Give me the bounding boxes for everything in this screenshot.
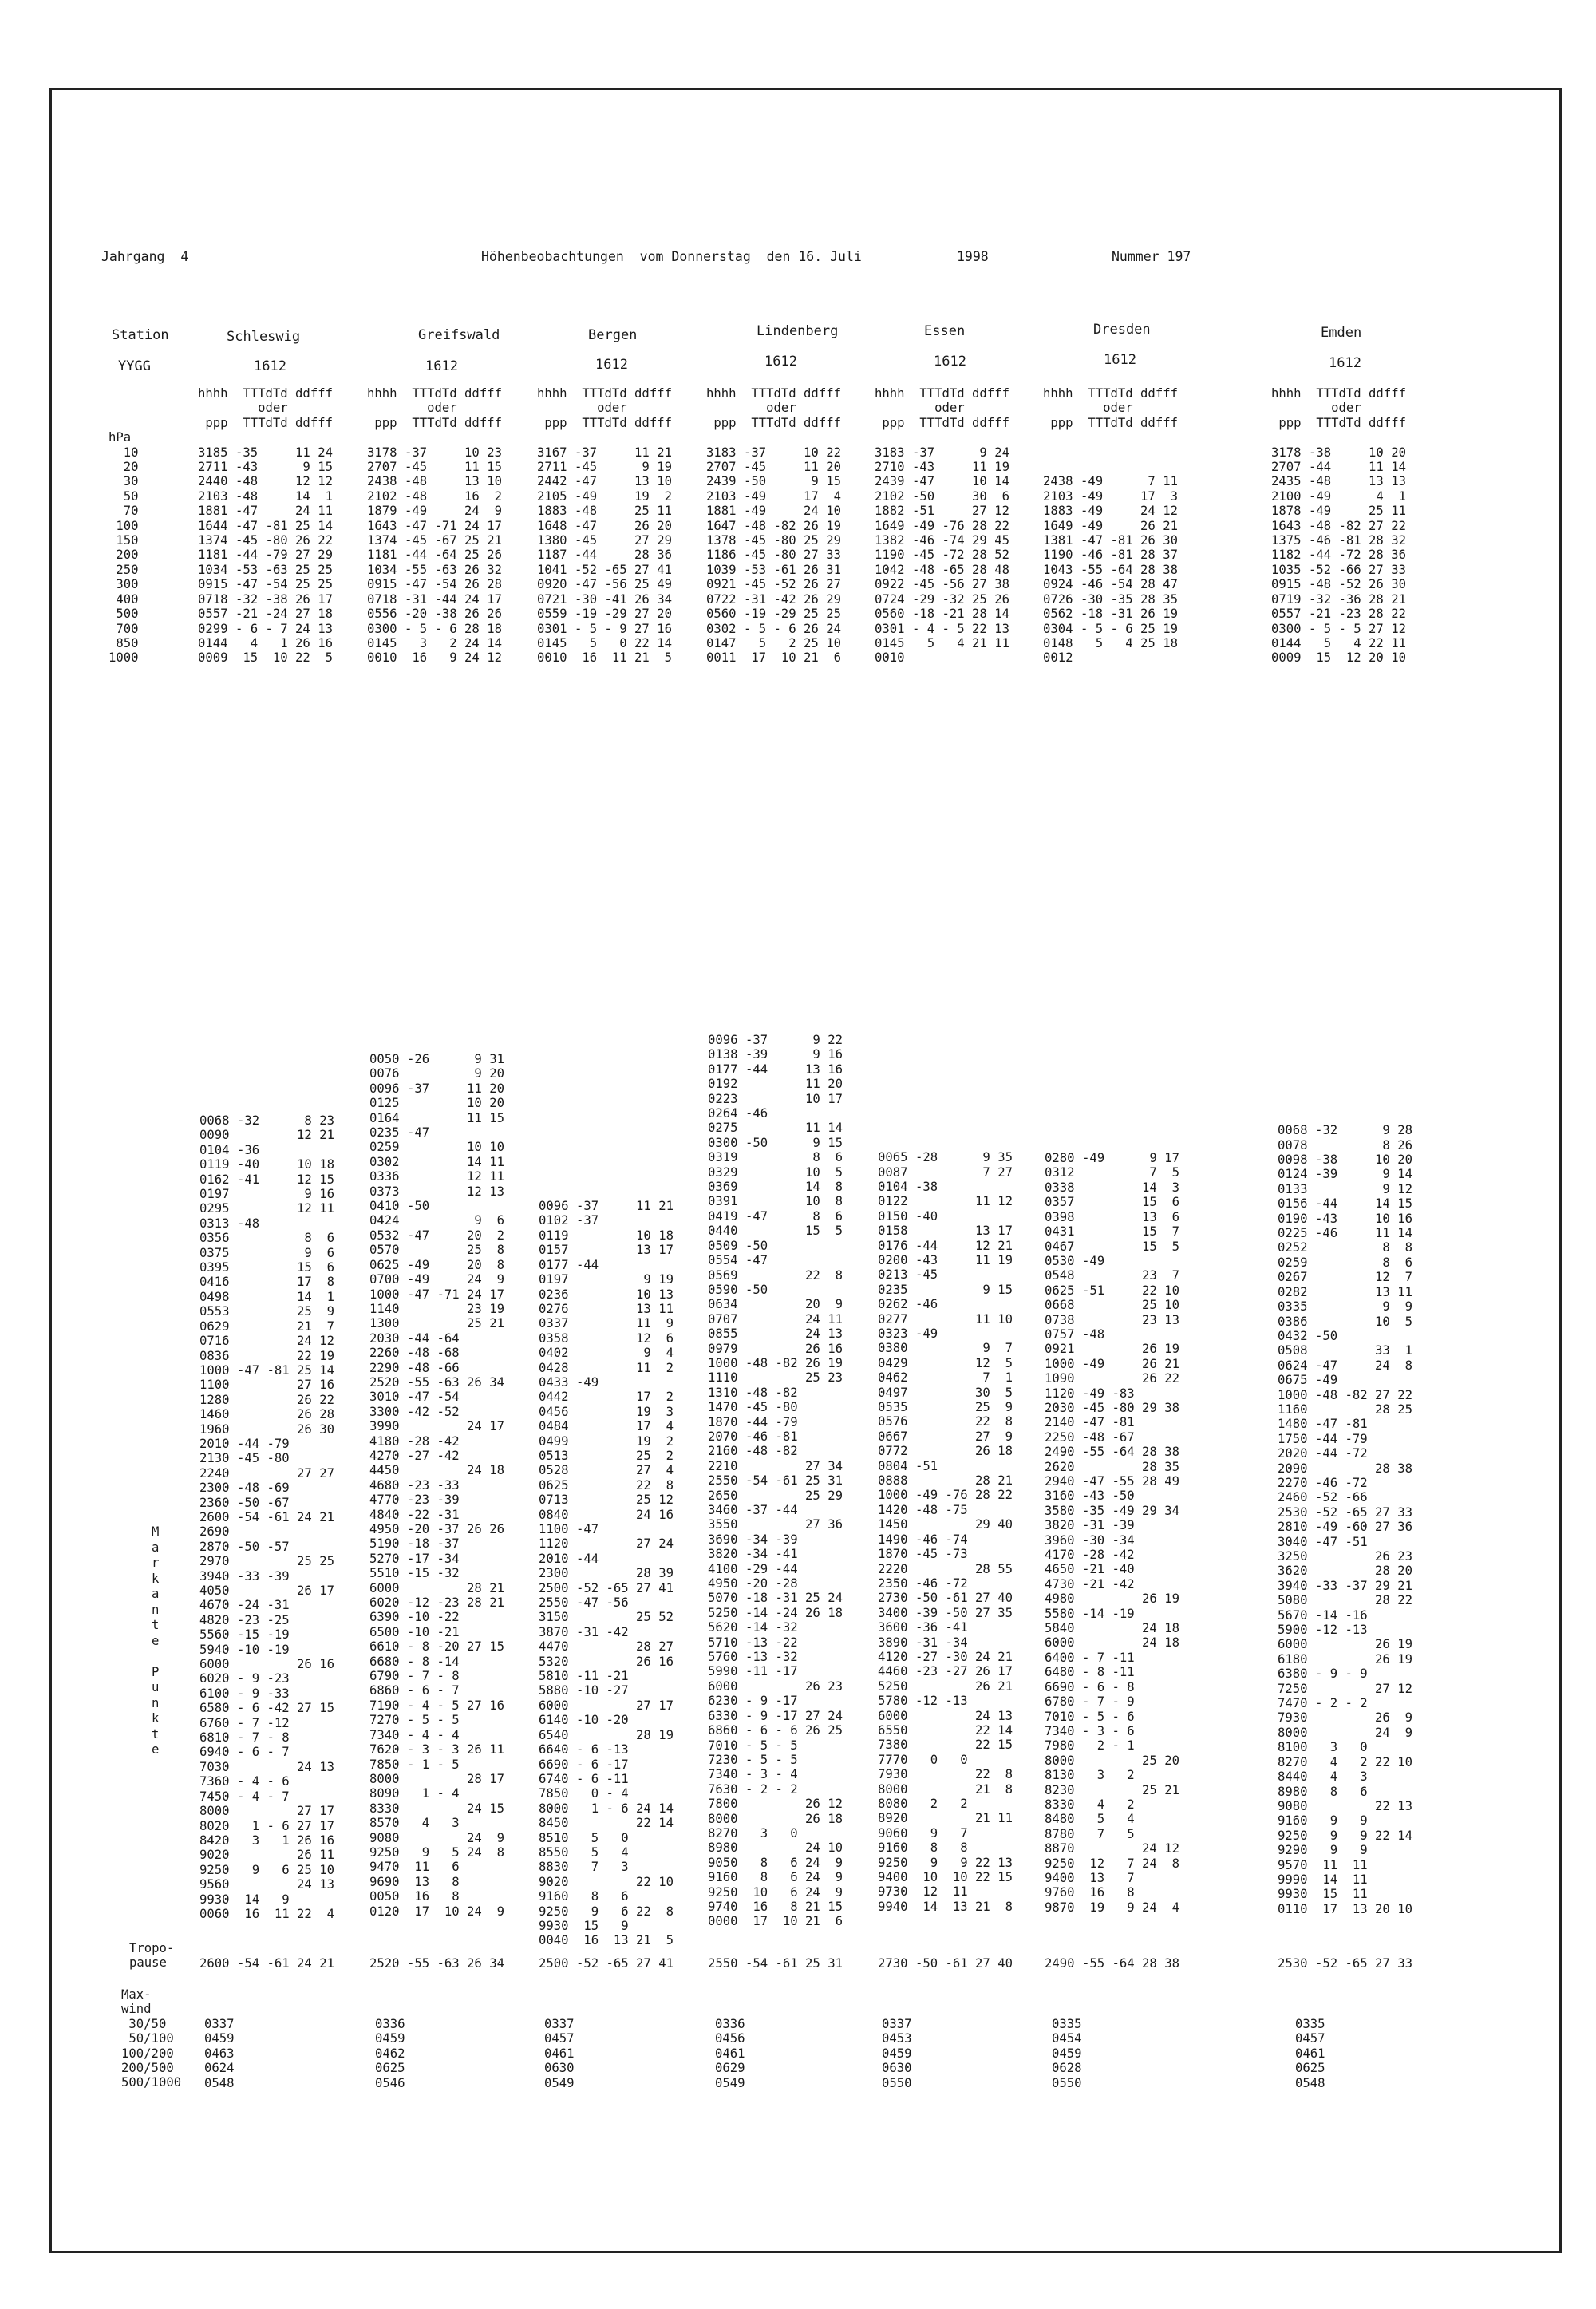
issue-number: Nummer 197 — [1112, 249, 1191, 264]
levels-greifswald: hhhh TTTdTd ddfff oder ppp TTTdTd ddfff 3178 -37 10 23 2707 -45 11 15 2438 -48 13 10 2102 -48 16 2 1879 -49 24 9 1643 -47 -71 24 17 1374 -45 -67 25 21 1181 -44 -64 25 26 1034 -55 -63 26 32 0915 -47 -54 26 28 0718 -31 -44 24 17 0556 -20 -38 26 26 0300 - 5 - 6 28 18 0145 3 2 24 14 0010 16 9 24 12 — [367, 386, 502, 666]
station-code-bergen: 1612 — [595, 357, 628, 373]
tropopause-schleswig: 2600 -54 -61 24 21 — [200, 1956, 334, 1971]
maxwind-essen: 0337 0453 0459 0630 0550 — [882, 2017, 912, 2090]
station-name-bergen: Bergen — [588, 327, 638, 343]
station-code-lindenberg: 1612 — [764, 354, 797, 370]
station-row-label: Station — [112, 327, 169, 343]
significant-points-dresden: 0280 -49 9 17 0312 7 5 0338 14 3 0357 15 6 0398 13 6 0431 15 7 0467 15 5 0530 -49 0548 23 7 0625 -51 22 10 0668 25 10 0738 23 13 0757 -48 0921 26 19 1000 -49 26 21 1090 26 22 1120 -49 -83 2030 -45 -80 29 38 2140 -47 -81 2250 -48 -67 2490 -55 -64 28 38 2620 28 35 2940 -47 -55 28 49 3160 -43 -50 3580 -35 -49 29 34 3820 -31 -39 3960 -30 -34 4170 -28 -42 4650 -21 -40 4730 -21 -42 4980 26 19 5580 -14 -19 5840 24 18 6000 24 18 6400 - 7 -11 6480 - 8 -11 6690 - 6 - 8 6780 - 7 - 9 7010 - 5 - 6 7340 - 3 - 6 7980 2 - 1 8000 25 20 8130 3 2 8230 25 21 8330 4 2 8480 5 4 8780 7 5 8870 24 12 9250 12 7 24 8 9400 13 7 9760 16 8 9870 19 9 24 4 — [1045, 1151, 1179, 1915]
tropopause-emden: 2530 -52 -65 27 33 — [1278, 1956, 1412, 1971]
levels-essen: hhhh TTTdTd ddfff oder ppp TTTdTd ddfff 3183 -37 9 24 2710 -43 11 19 2439 -47 10 14 2102 -50 30 6 1882 -51 27 12 1649 -49 -76 28 22 1382 -46 -74 29 45 1190 -45 -72 28 52 1042 -48 -65 28 48 0922 -45 -56 27 38 0724 -29 -32 25 26 0560 -18 -21 28 14 0301 - 4 - 5 22 13 0145 5 4 21 11 0010 — [875, 386, 1009, 666]
maxwind-bergen: 0337 0457 0461 0630 0549 — [544, 2017, 575, 2090]
maxwind-lindenberg: 0336 0456 0461 0629 0549 — [715, 2017, 745, 2090]
significant-points-bergen: 0096 -37 11 21 0102 -37 0119 10 18 0157 13 17 0177 -44 0197 9 19 0236 10 13 0276 13 11 0337 11 9 0358 12 6 0402 9 4 0428 11 2 0433 -49 0442 17 2 0456 19 3 0484 17 4 0499 19 2 0513 25 2 0528 27 4 0625 22 8 0713 25 12 0840 24 16 1100 -47 1120 27 24 2010 -44 2300 28 39 2500 -52 -65 27 41 2550 -47 -56 3150 25 52 3870 -31 -42 4470 28 27 5320 26 16 5810 -11 -21 5880 -10 -27 6000 27 17 6140 -10 -20 6540 28 19 6640 - 6 -13 6690 - 6 -17 6740 - 6 -11 7850 0 - 4 8000 1 - 6 24 14 8450 22 14 8510 5 0 8550 5 4 8830 7 3 9020 22 10 9160 8 6 9250 9 6 22 8 9930 15 9 0040 16 13 21 5 — [539, 1199, 674, 1948]
yygg-row-label: YYGG — [118, 358, 151, 374]
maxwind-labels: Max- wind 30/50 50/100 100/200 200/500 500/1000 — [121, 1987, 182, 2090]
maxwind-schleswig: 0337 0459 0463 0624 0548 — [204, 2017, 235, 2090]
tropopause-dresden: 2490 -55 -64 28 38 — [1045, 1956, 1179, 1971]
station-name-dresden: Dresden — [1093, 322, 1151, 338]
jahrgang-label: Jahrgang 4 — [101, 249, 189, 264]
levels-dresden: hhhh TTTdTd ddfff oder ppp TTTdTd ddfff 2438 -49 7 11 2103 -49 17 3 1883 -49 24 12 1649 -49 26 21 1381 -47 -81 26 30 1190 -46 -81 28 37 1043 -55 -64 28 38 0924 -46 -54 28 47 0726 -30 -35 28 35 0562 -18 -31 26 19 0304 - 5 - 6 25 19 0148 5 4 25 18 0012 — [1043, 386, 1178, 666]
station-code-schleswig: 1612 — [254, 358, 286, 374]
levels-bergen: hhhh TTTdTd ddfff oder ppp TTTdTd ddfff 3167 -37 11 21 2711 -45 9 19 2442 -47 13 10 2105 -49 19 2 1883 -48 25 11 1648 -47 26 20 1380 -45 27 29 1187 -44 28 36 1041 -52 -65 27 41 0920 -47 -56 25 49 0721 -30 -41 26 34 0559 -19 -29 27 20 0301 - 5 - 9 27 16 0145 5 0 22 14 0010 16 11 21 5 — [537, 386, 672, 666]
significant-points-greifswald: 0050 -26 9 31 0076 9 20 0096 -37 11 20 0125 10 20 0164 11 15 0235 -47 0259 10 10 0302 14 11 0336 12 11 0373 12 13 0410 -50 0424 9 6 0532 -47 20 2 0570 25 8 0625 -49 20 8 0700 -49 24 9 1000 -47 -71 24 17 1140 23 19 1300 25 21 2030 -44 -64 2260 -48 -68 2290 -48 -66 2520 -55 -63 26 34 3010 -47 -54 3300 -42 -52 3990 24 17 4180 -28 -42 4270 -27 -42 4450 24 18 4680 -23 -33 4770 -23 -39 4840 -22 -31 4950 -20 -37 26 26 5190 -18 -37 5270 -17 -34 5510 -15 -32 6000 28 21 6020 -12 -23 28 21 6390 -10 -22 6500 -10 -21 6610 - 8 -20 27 15 6680 - 8 -14 6790 - 7 - 8 6860 - 6 - 7 7190 - 4 - 5 27 16 7270 - 5 - 5 7340 - 4 - 4 7620 - 3 - 3 26 11 7850 - 1 - 5 8000 28 17 8090 1 - 4 8330 24 15 8570 4 3 9080 24 9 9250 9 5 24 8 9470 11 6 9690 13 8 0050 16 8 0120 17 10 24 9 — [369, 1052, 504, 1919]
station-code-emden: 1612 — [1329, 355, 1361, 371]
markante-punkte-label: M a r k a n t e P u n k t e — [152, 1524, 160, 1757]
levels-lindenberg: hhhh TTTdTd ddfff oder ppp TTTdTd ddfff 3183 -37 10 22 2707 -45 11 20 2439 -50 9 15 2103 -49 17 4 1881 -49 24 10 1647 -48 -82 26 19 1378 -45 -80 25 29 1186 -45 -80 27 33 1039 -53 -61 26 31 0921 -45 -52 26 27 0722 -31 -42 26 29 0560 -19 -29 25 25 0302 - 5 - 6 26 24 0147 5 2 25 10 0011 17 10 21 6 — [706, 386, 841, 666]
maxwind-emden: 0335 0457 0461 0625 0548 — [1295, 2017, 1325, 2090]
station-code-essen: 1612 — [934, 354, 966, 370]
year-label: 1998 — [957, 249, 989, 264]
significant-points-lindenberg: 0096 -37 9 22 0138 -39 9 16 0177 -44 13 16 0192 11 20 0223 10 17 0264 -46 0275 11 14 0300 -50 9 15 0319 8 6 0329 10 5 0369 14 8 0391 10 8 0419 -47 8 6 0440 15 5 0509 -50 0554 -47 0569 22 8 0590 -50 0634 20 9 0707 24 11 0855 24 13 0979 26 16 1000 -48 -82 26 19 1110 25 23 1310 -48 -82 1470 -45 -80 1870 -44 -79 2070 -46 -81 2160 -48 -82 2210 27 34 2550 -54 -61 25 31 2650 25 29 3460 -37 -44 3550 27 36 3690 -34 -39 3820 -34 -41 4100 -29 -44 4950 -20 -28 5070 -18 -31 25 24 5250 -14 -24 26 18 5620 -14 -32 5710 -13 -22 5760 -13 -32 5990 -11 -17 6000 26 23 6230 - 9 -17 6330 - 9 -17 27 24 6860 - 6 - 6 26 25 7010 - 5 - 5 7230 - 5 - 5 7340 - 3 - 4 7630 - 2 - 2 7800 26 12 8000 26 18 8270 3 0 8980 24 10 9050 8 6 24 9 9160 8 6 24 9 9250 10 6 24 9 9740 16 8 21 15 0000 17 10 21 6 — [708, 1033, 843, 1929]
levels-schleswig: hhhh TTTdTd ddfff oder ppp TTTdTd ddfff 3185 -35 11 24 2711 -43 9 15 2440 -48 12 12 2103 -48 14 1 1881 -47 24 11 1644 -47 -81 25 14 1374 -45 -80 26 22 1181 -44 -79 27 29 1034 -53 -63 25 25 0915 -47 -54 25 25 0718 -32 -38 26 17 0557 -21 -24 27 18 0299 - 6 - 7 24 13 0144 4 1 26 16 0009 15 10 22 5 — [198, 386, 333, 666]
station-name-greifswald: Greifswald — [418, 327, 500, 343]
pressure-level-labels: hPa 10 20 30 50 70 100 150 200 250 300 400 500 700 850 1000 — [109, 430, 139, 666]
station-name-schleswig: Schleswig — [227, 329, 301, 345]
station-name-lindenberg: Lindenberg — [757, 323, 839, 339]
tropopause-bergen: 2500 -52 -65 27 41 — [539, 1956, 674, 1971]
tropopause-lindenberg: 2550 -54 -61 25 31 — [708, 1956, 843, 1971]
station-code-dresden: 1612 — [1104, 352, 1136, 368]
significant-points-essen: 0065 -28 9 35 0087 7 27 0104 -38 0122 11 12 0150 -40 0158 13 17 0176 -44 12 21 0200 -43 11 19 0213 -45 0235 9 15 0262 -46 0277 11 10 0323 -49 0380 9 7 0429 12 5 0462 7 1 0497 30 5 0535 25 9 0576 22 8 0667 27 9 0772 26 18 0804 -51 0888 28 21 1000 -49 -76 28 22 1420 -48 -75 1450 29 40 1490 -46 -74 1870 -45 -73 2220 28 55 2350 -46 -72 2730 -50 -61 27 40 3400 -39 -50 27 35 3600 -36 -41 3890 -31 -34 4120 -27 -30 24 21 4460 -23 -27 26 17 5250 26 21 5780 -12 -13 6000 24 13 6550 22 14 7380 22 15 7770 0 0 7930 22 8 8000 21 8 8080 2 2 8920 21 11 9060 9 7 9160 8 8 9250 9 9 22 13 9400 10 10 22 15 9730 12 11 9940 14 13 21 8 — [878, 1150, 1013, 1914]
station-name-emden: Emden — [1321, 325, 1362, 341]
station-name-essen: Essen — [924, 323, 966, 339]
document-title: Höhenbeobachtungen vom Donnerstag den 16. Juli — [481, 249, 862, 264]
tropopause-greifswald: 2520 -55 -63 26 34 — [369, 1956, 504, 1971]
maxwind-greifswald: 0336 0459 0462 0625 0546 — [375, 2017, 405, 2090]
significant-points-schleswig: 0068 -32 8 23 0090 12 21 0104 -36 0119 -40 10 18 0162 -41 12 15 0197 9 16 0295 12 11 0313 -48 0356 8 6 0375 9 6 0395 15 6 0416 17 8 0498 14 1 0553 25 9 0629 21 7 0716 24 12 0836 22 19 1000 -47 -81 25 14 1100 27 16 1280 26 22 1460 26 28 1960 26 30 2010 -44 -79 2130 -45 -80 2240 27 27 2300 -48 -69 2360 -50 -67 2600 -54 -61 24 21 2690 2870 -50 -57 2970 25 25 3940 -33 -39 4050 26 17 4670 -24 -31 4820 -23 -25 5560 -15 -19 5940 -10 -19 6000 26 16 6020 - 9 -23 6100 - 9 -33 6580 - 6 -42 27 15 6760 - 7 -12 6810 - 7 - 8 6940 - 6 - 7 7030 24 13 7360 - 4 - 6 7450 - 4 - 7 8000 27 17 8020 1 - 6 27 17 8420 3 1 26 16 9020 26 11 9250 9 6 25 10 9560 24 13 9930 14 9 0060 16 11 22 4 — [200, 1113, 334, 1921]
levels-emden: hhhh TTTdTd ddfff oder ppp TTTdTd ddfff 3178 -38 10 20 2707 -44 11 14 2435 -48 13 13 2100 -49 4 1 1878 -49 25 11 1643 -48 -82 27 22 1375 -46 -81 28 32 1182 -44 -72 28 36 1035 -52 -66 27 33 0915 -48 -52 26 30 0719 -32 -36 28 21 0557 -21 -23 28 22 0300 - 5 - 5 27 12 0144 5 4 22 11 0009 15 12 20 10 — [1271, 386, 1406, 666]
tropopause-essen: 2730 -50 -61 27 40 — [878, 1956, 1013, 1971]
tropopause-label: Tropo- pause — [129, 1941, 175, 1971]
significant-points-emden: 0068 -32 9 28 0078 8 26 0098 -38 10 20 0124 -39 9 14 0133 9 12 0156 -44 14 15 0190 -43 10 16 0225 -46 11 14 0252 8 8 0259 8 6 0267 12 7 0282 13 11 0335 9 9 0386 10 5 0432 -50 0508 33 1 0624 -47 24 8 0675 -49 1000 -48 -82 27 22 1160 28 25 1480 -47 -81 1750 -44 -79 2020 -44 -72 2090 28 38 2270 -46 -72 2460 -52 -66 2530 -52 -65 27 33 2810 -49 -60 27 36 3040 -47 -51 3250 26 23 3620 28 20 3940 -33 -37 29 21 5080 28 22 5670 -14 -16 5900 -12 -13 6000 26 19 6180 26 19 6380 - 9 - 9 7250 27 12 7470 - 2 - 2 7930 26 9 8000 24 9 8100 3 0 8270 4 2 22 10 8440 4 3 8980 8 6 9080 22 13 9160 9 9 9250 9 9 22 14 9290 9 9 9570 11 11 9990 14 11 9930 15 11 0110 17 13 20 10 — [1278, 1123, 1412, 1916]
station-code-greifswald: 1612 — [425, 358, 458, 374]
maxwind-dresden: 0335 0454 0459 0628 0550 — [1052, 2017, 1082, 2090]
